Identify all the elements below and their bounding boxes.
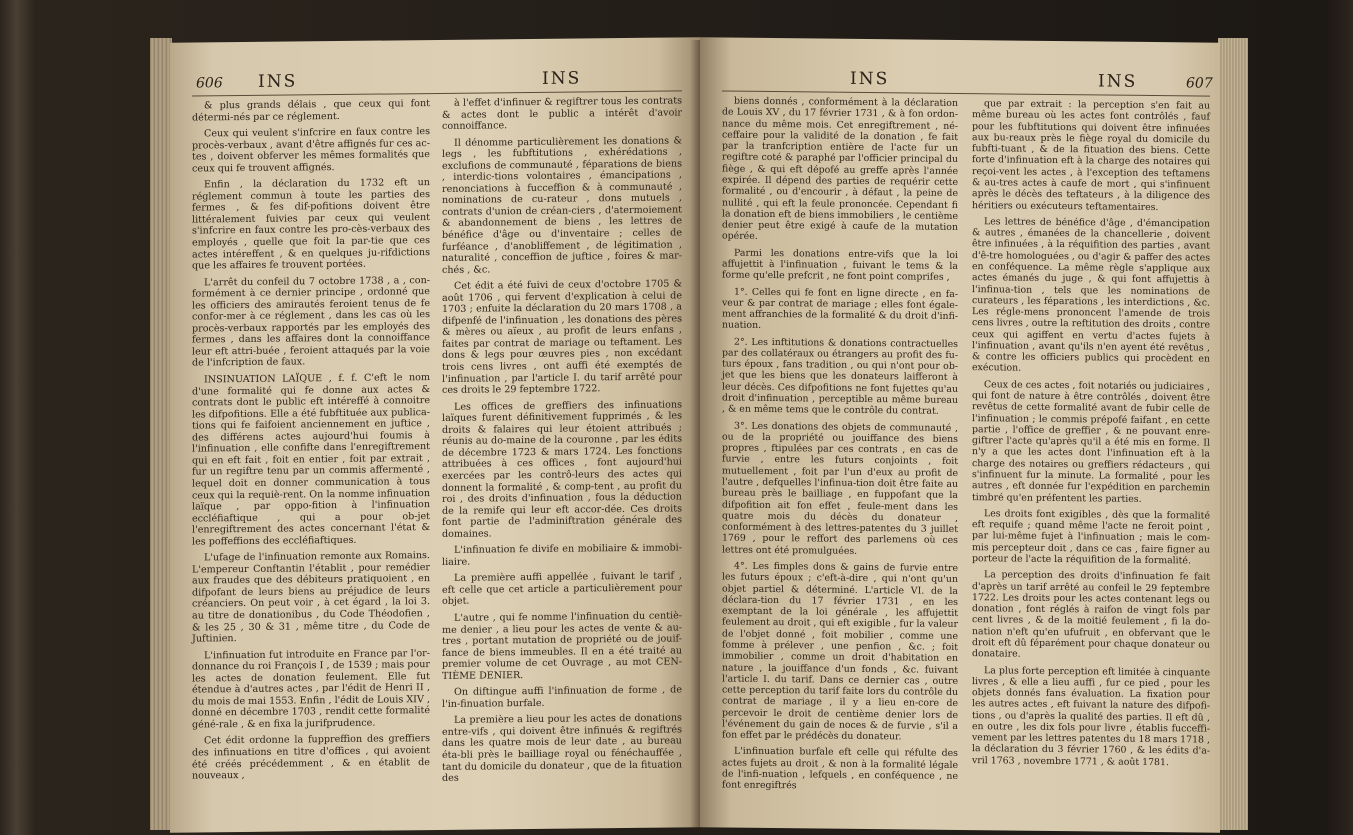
left-running-head-2: INS: [542, 68, 582, 89]
left-page: [170, 37, 700, 833]
paragraph: Il dénomme particulièrement les donations & legs , les fubftitutions , exhérédations , exclufions de communauté , féparations de biens , interdic-tions volontaires , émancipations , renonciations à fucceffion & à communauté , nominations de cu-rateur , dons mutuels , contrats d'union de créan-ciers , d'atermoiement & abandonnement de biens , les lettres de bénéfice d'âge ou d'inventaire ; celles de furféance , d'anobliffement , de légitimation , naturalité , conceffion de juftice , foires & mar-chés , &c.: [442, 135, 682, 276]
left-page-column-1: [192, 98, 430, 787]
paragraph: Parmi les donations entre-vifs que la loi affujettit à l'infinuation , fuivant le tems & la forme qu'elle prefcrit , ne font point comprifes ,: [722, 247, 958, 284]
paragraph: L'infinuation burfale eft celle qui réfulte des actes fujets au droit , & non à la formalité légale de l'infi-nuation , lefquels , en conféquence , ne font enregiftrés: [722, 746, 958, 792]
paragraph: à l'effet d'infinuer & regiftrer tous les contrats & actes dont le public a intérêt d'avoir connoiffance.: [442, 95, 682, 133]
paragraph: & plus grands délais , que ceux qui font détermi-nés par ce réglement.: [192, 98, 430, 124]
paragraph: Les offices de greffiers des infinuations laïques furent définitivement fupprimés , & les droits & falaires qui leur étoient attribués ; réunis au do-maine de la couronne , par les édits de décembre 1723 & mars 1724. Les fonctions attribuées à ces offices , font aujourd'hui exercées par les contrô-leurs des actes qui donnent la formalité , & comp-tent , au profit du roi , des droits d'infinuation , fous la déduction de la remife qui leur eft accor-dée. Ces droits font partie de l'adminiftration générale des domaines.: [442, 399, 682, 540]
paragraph: 1°. Celles qui fe font en ligne directe , en fa-veur & par contrat de mariage ; elles font égale-ment affranchies de la formalité & du droit d'infi-nuation.: [722, 286, 958, 332]
paragraph: L'autre , qui fe nomme l'infinuation du centiè-me denier , a lieu pour les actes de vente & au-tres , portant mutation de propriété ou de jouif-fance de biens immeubles. Il en a été traité au premier volume de cet Ouvrage , au mot CEN-TIÈME DENIER.: [442, 610, 682, 682]
paragraph: 4°. Les fimples dons & gains de furvie entre les futurs époux ; c'eft-à-dire , qui n'ont qu'un objet partiel & déterminé. L'article VI. de la déclara-tion du 17 février 1731 , en les exemptant de la loi générale , les affujettit feulement au droit , qui eft exigible , fur la valeur de l'objet donné , foit mobilier , comme une fomme à prélever , une penfion , &c. ; foit immobilier , comme un droit d'habitation en nature , la jouiffance d'un fonds , &c. fuivant l'article I. du tarif. Dans ce dernier cas , outre cette perception du tarif faite lors du contrôle du contrat de mariage , il y a lieu en-core de percevoir le droit de centième denier lors de l'événement du gain de noces & de furvie , s'il a fon effet par le prédécès du donateur.: [722, 560, 958, 743]
paragraph: Cet édit a été fuivi de ceux d'octobre 1705 & août 1706 , qui fervent d'explication à celui de 1703 ; enfuite la déclaration du 20 mars 1708 , a difpenfé de l'infinuation , les donations des pères & mères ou aïeux , au profit de leurs enfans , faites par contrat de mariage ou teftament. Les dons & legs pour œuvres pies , non excédant trois cens livres , ont auffi été exemptés de l'infinuation , par l'article I. du tarif arrêté pour ces droits le 29 feptembre 1722.: [442, 278, 682, 397]
right-page-column-1: [722, 96, 958, 799]
left-page-number: 606: [196, 75, 223, 92]
paragraph: L'arrêt du confeil du 7 octobre 1738 , a , con-formément à ce dernier principe , ordonné que les officiers des amirautés feroient tenus de fe confor-mer à ce réglement , dans les cas où les procès-verbaux rapportés par les employés des fermes , dans les affaires dont la connoiffance leur eft attri-buée , feroient attaqués par la voie de l'infcription de faux.: [192, 274, 430, 370]
paragraph: que par extrait : la perception s'en fait au même bureau où les actes font contrôlés , fauf pour les fubftitutions qui doivent être infinuées aux bu-reaux près le fiège royal du domicile du fubfti-tuant , & de la fituation des biens. Cette forte d'infinuation eft à la charge des notaires qui reçoi-vent les actes , à l'exception des teftamens & au-tres actes à caufe de mort , qui s'infinuent après le décès des teftateurs , à la diligence des héritiers ou exécuteurs teftamentaires.: [972, 98, 1210, 213]
right-page-edges: [1218, 38, 1248, 830]
paragraph: 2°. Les inftitutions & donations contractuelles par des collatéraux ou étrangers au profit des fu-turs époux , fans tradition , ou qui n'ont pour ob-jet que les biens que les donateurs laifferont à leur décès. Ces difpofitions ne font fujettes qu'au droit d'infinuation , perceptible au même bureau , & en même tems que le contrôle du contrat.: [722, 336, 958, 418]
paragraph: Les droits font exigibles , dès que la formalité eft requife ; quand même l'acte ne feroit point , par lui-même fujet à l'infinuation ; mais le com-mis percepteur doit , dans ce cas , faire figner au porteur de l'acte la réquifition de la formalité.: [972, 508, 1210, 567]
paragraph: La première auffi appellée , fuivant le tarif , eft celle que cet article a particulièrement pour objet.: [442, 570, 682, 608]
paragraph: Ceux de ces actes , foit notariés ou judiciaires , qui font de nature à être contrôlés , doivent être revêtus de cette formalité avant de fubir celle de l'infinuation ; le commis prépofé faifant , en cette partie , l'office de greffier , & ne pouvant enre-giftrer l'acte qu'après qu'il a été mis en forme. Il n'y a que les actes dont l'infinuation eft à la charge des notaires ou greffiers rédacteurs , qui s'infinuent fur la minute. La formalité , pour les autres , eft donnée fur l'expédition en parchemin timbré qu'en préfentent les parties.: [972, 379, 1210, 505]
right-running-head-2: INS: [1098, 71, 1138, 92]
left-page-column-2: [442, 95, 682, 789]
paragraph: Cet édit ordonne la fuppreffion des greffiers des infinuations en titre d'offices , qui avoient été créés précédemment , & en établit de nouveaux ,: [192, 733, 430, 782]
paragraph: La perception des droits d'infinuation fe fait d'après un tarif arrêté au confeil le 29 feptembre 1722. Les droits pour les actes contenant legs ou donation , font réglés à raifon de vingt fols par cent livres , & de la moitié feulement , fi la do-nation n'eft qu'en ufufruit , en obfervant que le droit eft dû féparément pour chaque donateur ou donataire.: [972, 569, 1210, 660]
right-running-head-1: INS: [850, 68, 890, 90]
paragraph: L'infinuation fe divife en mobiliaire & immobi-liaire.: [442, 542, 682, 568]
paragraph: INSINUATION LAÏQUE , f. f. C'eft le nom d'une formalité qui fe donne aux actes & contrats dont le public eft intéreffé à connoitre les difpofitions. Elle a été fubftituée aux publica-tions qui fe faifoient anciennement en juftice , des différens actes aujourd'hui foumis à l'infinuation , elle confifte dans l'enregiftrement qui en eft fait , foit en entier , foit par extrait , fur un regiftre tenu par un commis affermenté , lequel doit en donner communication à tous ceux qui la requiè-rent. On la nomme infinuation laïque , par oppo-fition à l'infinuation eccléfiaftique , qui a pour ob-jet l'enregiftrement des actes concernant l'état & les poffeffions des eccléfiaftiques.: [192, 372, 430, 548]
left-page-edges: [150, 38, 172, 830]
paragraph: L'infinuation fut introduite en France par l'or-donnance du roi François I , de 1539 ; mais pour les actes de donation feulement. Elle fut étendue à d'autres actes , par l'édit de Henri II , du mois de mai 1553. Enfin , l'édit de Louis XIV , donné en décembre 1703 , rendit cette formalité géné-rale , & en fixa la jurifprudence.: [192, 647, 430, 731]
paragraph: On diftingue auffi l'infinuation de forme , de l'in-finuation burfale.: [442, 684, 682, 710]
paragraph: La première a lieu pour les actes de donations entre-vifs , qui doivent être infinués & regiftrés dans les quatre mois de leur date , au bureau éta-bli près le bailliage royal ou fénéchauffée , tant du domicile du donateur , que de la fituation des: [442, 712, 682, 785]
right-page-column-2: [972, 98, 1210, 774]
paragraph: La plus forte perception eft limitée à cinquante livres , & elle a lieu auffi , fur ce pied , pour les objets donnés fans évaluation. La fixation pour les autres actes , eft fuivant la nature des difpofi-tions , ou d'après la qualité des parties. Il eft dû , en outre , les dix fols pour livre , établis fucceffi-vement par les lettres patentes du 18 mars 1718 , la déclaration du 3 février 1760 , & les édits d'a-vril 1763 , novembre 1771 , & août 1781.: [972, 664, 1210, 768]
paragraph: Enfin , la déclaration du 1732 eft un réglement commun à toute les parties des fermes , & fes dif-pofitions doivent être littéralement fuivies par ceux qui veulent s'infcrire en faux contre les pro-cès-verbaux des employés , quelle que foit la par-tie que ces actes intéreffent , & en quelques ju-rifdictions que les affaires fe trouvent portées.: [192, 177, 430, 272]
paragraph: Les lettres de bénéfice d'âge , d'émancipation & autres , émanées de la chancellerie , doivent être infinuées , à la réquifition des parties , avant d'ê-tre homologuées , ou d'agir & paffer des actes en conféquence. La même règle s'applique aux actes émanés du juge , & qui font affujettis à l'infinua-tion , tels que les nominations de curateurs , les féparations , les interdictions , &c. Les régle-mens prononcent l'amende de trois cens livres , outre la reftitution des droits , contre ceux qui agiffent en vertu d'actes fujets à l'infinuation , avant qu'ils n'en ayent été revêtus , & contre les officiers publics qui procèdent en exécution.: [972, 216, 1211, 375]
paragraph: biens donnés , conformément à la déclaration de Louis XV , du 17 février 1731 , & à fon ordon-nance du même mois. Cet enregiftrement , né-ceffaire pour la validité de la donation , fe fait par la tranfcription entière de l'acte fur un regiftre coté & paraphé par l'officier principal du fiège , & qui eft dépofé au greffe après l'année expirée. Il dépend des parties de requérir cette formalité , ou d'encourir , à défaut , la peine de nullité , qui eft la feule prononcée. Cependant fi la donation eft de biens immobiliers , le centième denier peut être exigé à caufe de la mutation opérée.: [722, 95, 958, 243]
right-page: [700, 37, 1220, 832]
left-running-head-1: INS: [258, 71, 298, 92]
paragraph: L'ufage de l'infinuation remonte aux Romains. L'empereur Conftantin l'établit , pour remédier aux fraudes que des débiteurs pratiquoient , en difpofant de leurs biens au préjudice de leurs créanciers. On peut voir , à cet égard , la loi 3. au titre de donationibus , du Code Théodofien , & les 25 , 30 & 31 , même titre , du Code de Juftinien.: [192, 550, 430, 645]
paragraph: Ceux qui veulent s'infcrire en faux contre les procès-verbaux , avant d'être affignés fur ces ac-tes , doivent obferver les mêmes formalités que ceux qui fe trouvent affignés.: [192, 126, 430, 175]
paragraph: 3°. Les donations des objets de communauté , ou de la propriété ou jouiffance des biens propres , ftipulées par ces contrats , en cas de furvie , entre les futurs conjoints , foit mutuellement , foit par l'un d'eux au profit de l'autre , defquelles l'infinua-tion doit être faite au bureau près le bailliage , en fuppofant que la difpofition ait fon effet , feule-ment dans les quatre mois du décès du donateur , conformément à des lettres-patentes du 3 juillet 1769 , pour le reffort des parlemens où ces lettres ont été promulguées.: [722, 420, 958, 557]
right-page-number: 607: [1186, 75, 1213, 92]
